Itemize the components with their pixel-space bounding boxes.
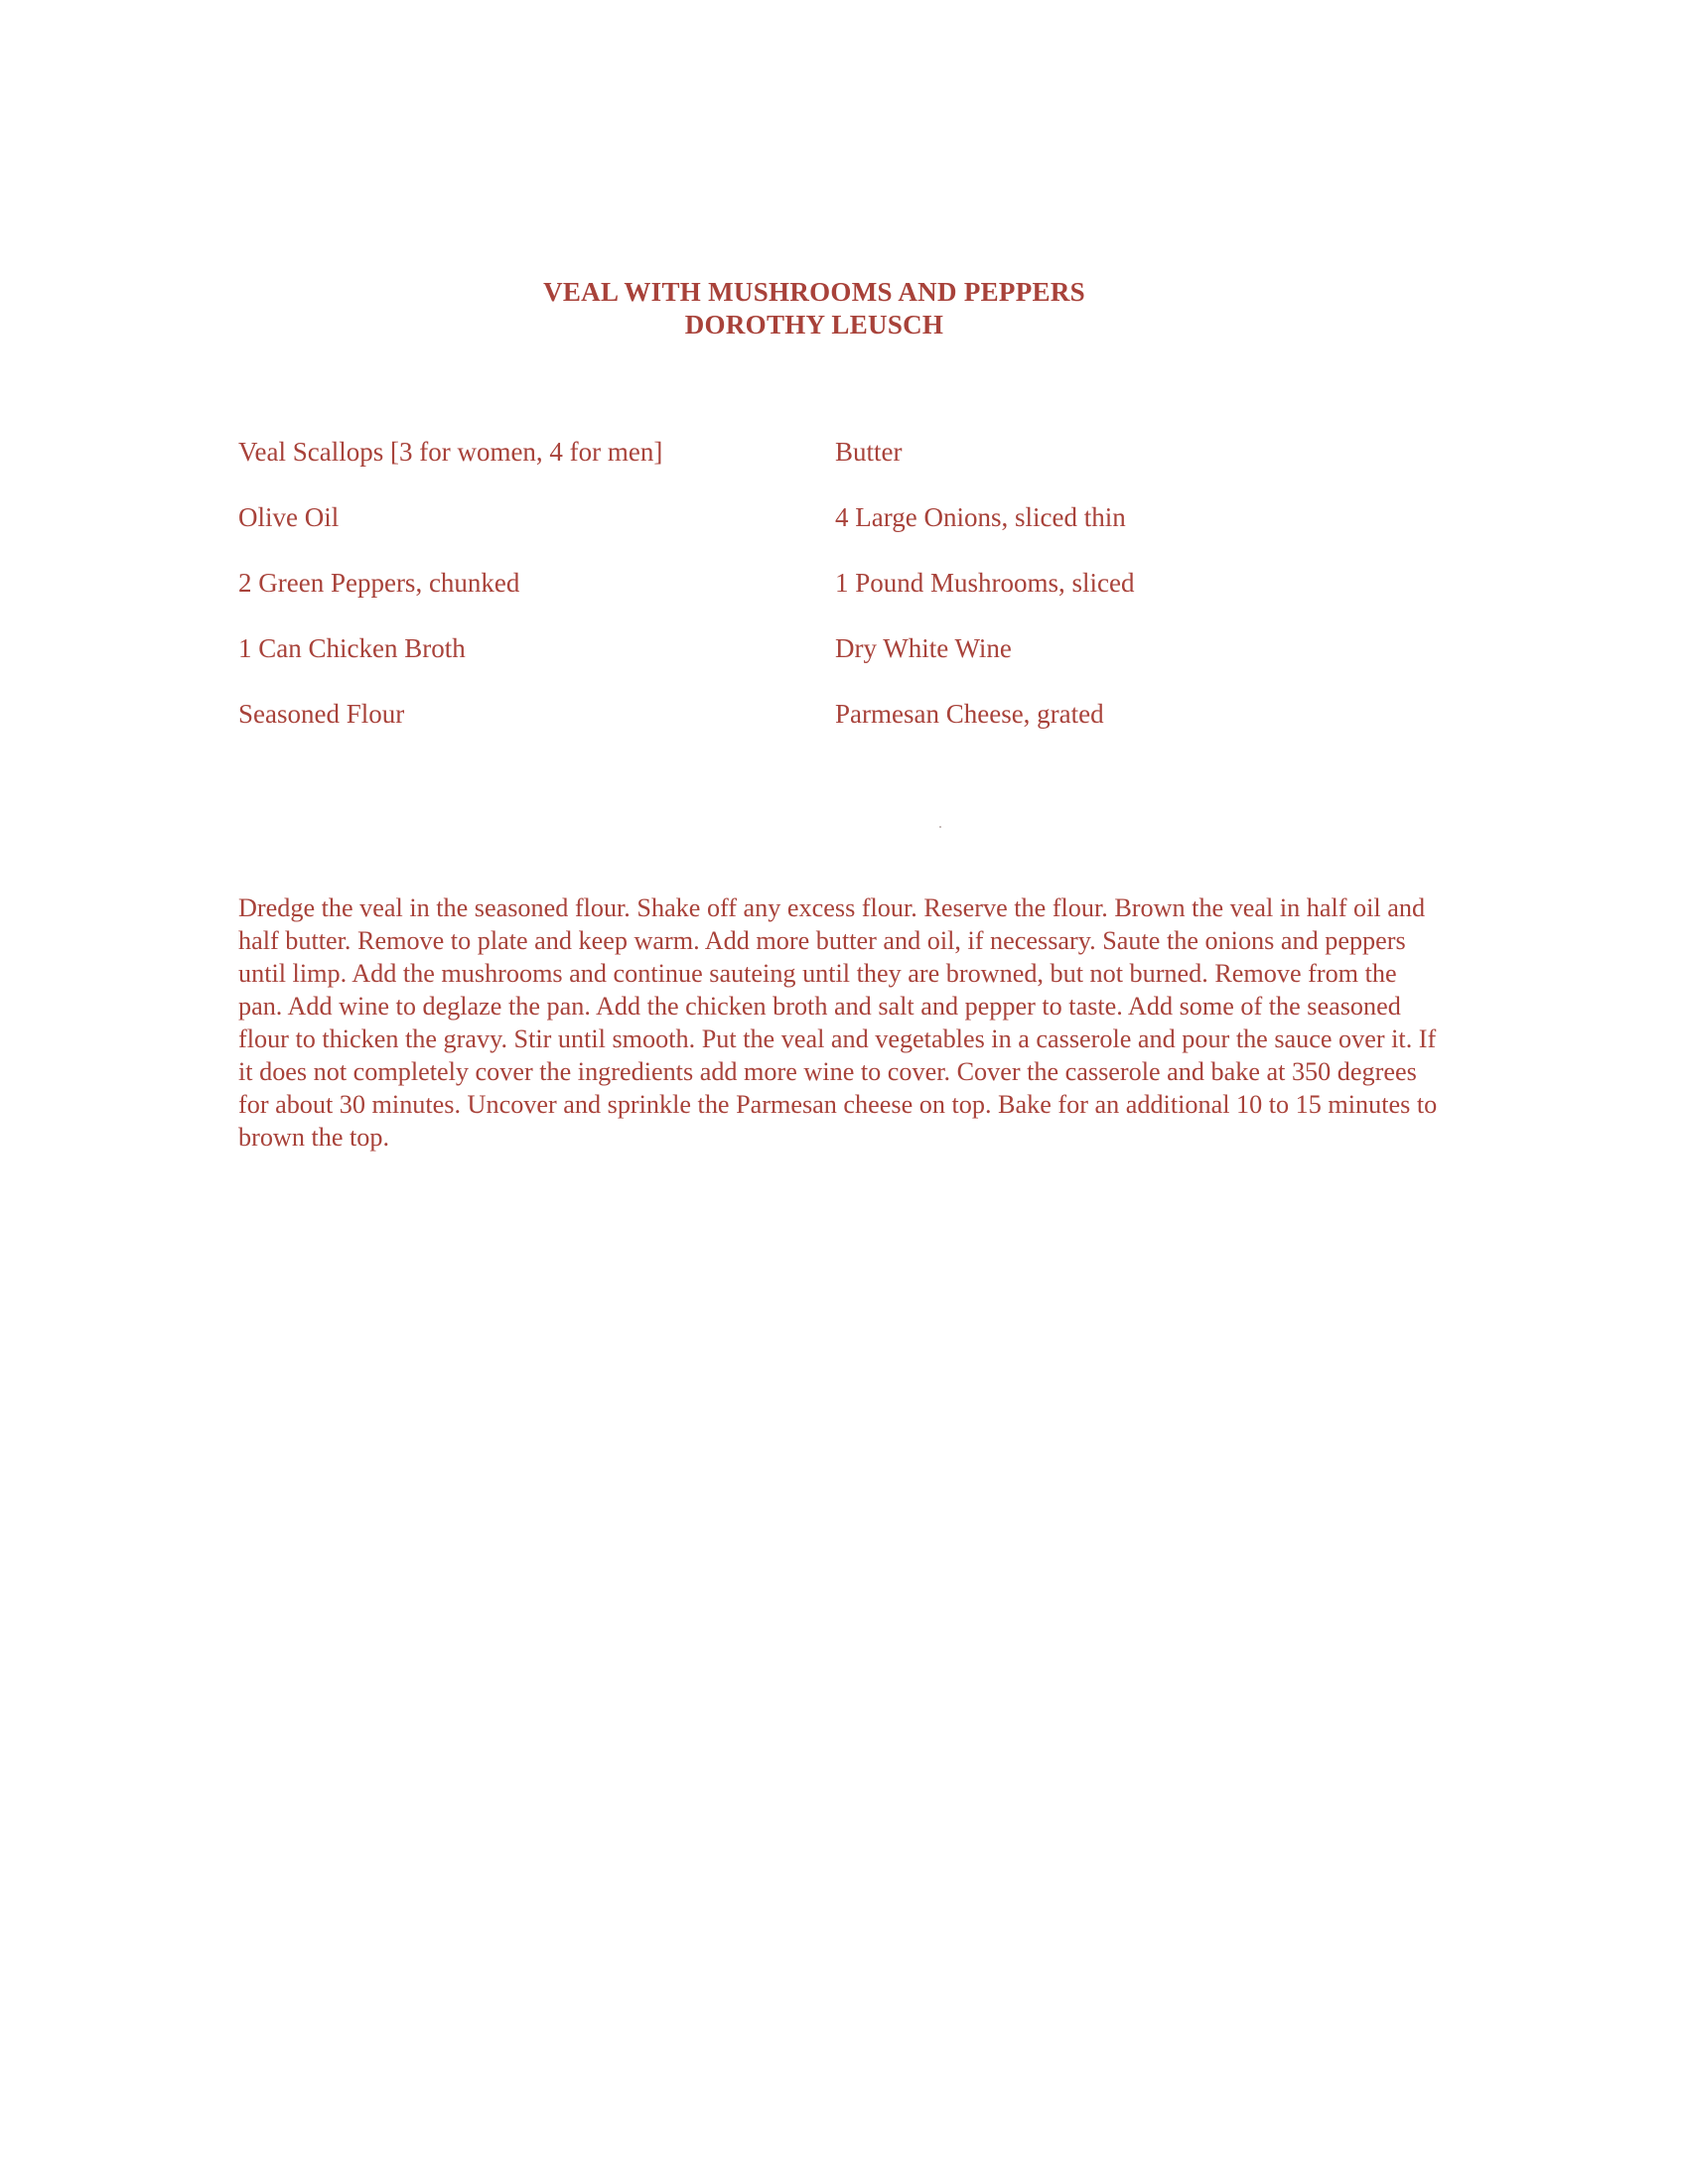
recipe-header [0, 276, 1628, 341]
ingredient-item: 2 Green Peppers, chunked [238, 568, 520, 598]
scan-speck [939, 826, 941, 828]
recipe-directions: Dredge the veal in the seasoned flour. Shake off any excess flour. Reserve the flour. Brown the veal in half oil and half butter. Remove to plate and keep warm. Add more butter and oil, if necessary. Saute the onions and peppers until limp. Add the mushrooms and continue sauteing until they are browned, but not burned. Remove from the pan. Add wine to deglaze the pan. Add the chicken broth and salt and pepper to taste. Add some of the seasoned flour to thicken the gravy. Stir until smooth. Put the veal and vegetables in a casserole and pour the sauce over it. If it does not completely cover the ingredients add more wine to cover. Cover the casserole and bake at 350 degrees for about 30 minutes. Uncover and sprinkle the Parmesan cheese on top. Bake for an additional 10 to 15 minutes to brown the top. [238, 893, 1438, 1153]
ingredient-item: 1 Can Chicken Broth [238, 633, 466, 663]
ingredient-row [238, 568, 1430, 633]
ingredient-row [238, 437, 1430, 502]
ingredient-item: Seasoned Flour [238, 699, 405, 729]
ingredient-item: Butter [835, 437, 903, 467]
ingredient-item: Olive Oil [238, 502, 340, 532]
ingredient-row [238, 699, 1430, 764]
ingredient-row [238, 502, 1430, 568]
ingredients-list [238, 437, 1430, 764]
recipe-title: VEAL WITH MUSHROOMS AND PEPPERS [543, 277, 1085, 307]
ingredient-item: Dry White Wine [835, 633, 1012, 663]
ingredient-row [238, 633, 1430, 699]
ingredient-item: Veal Scallops [3 for women, 4 for men] [238, 437, 663, 467]
ingredient-item: 1 Pound Mushrooms, sliced [835, 568, 1135, 598]
ingredient-item: Parmesan Cheese, grated [835, 699, 1104, 729]
ingredient-item: 4 Large Onions, sliced thin [835, 502, 1126, 532]
recipe-author: DOROTHY LEUSCH [684, 310, 944, 340]
